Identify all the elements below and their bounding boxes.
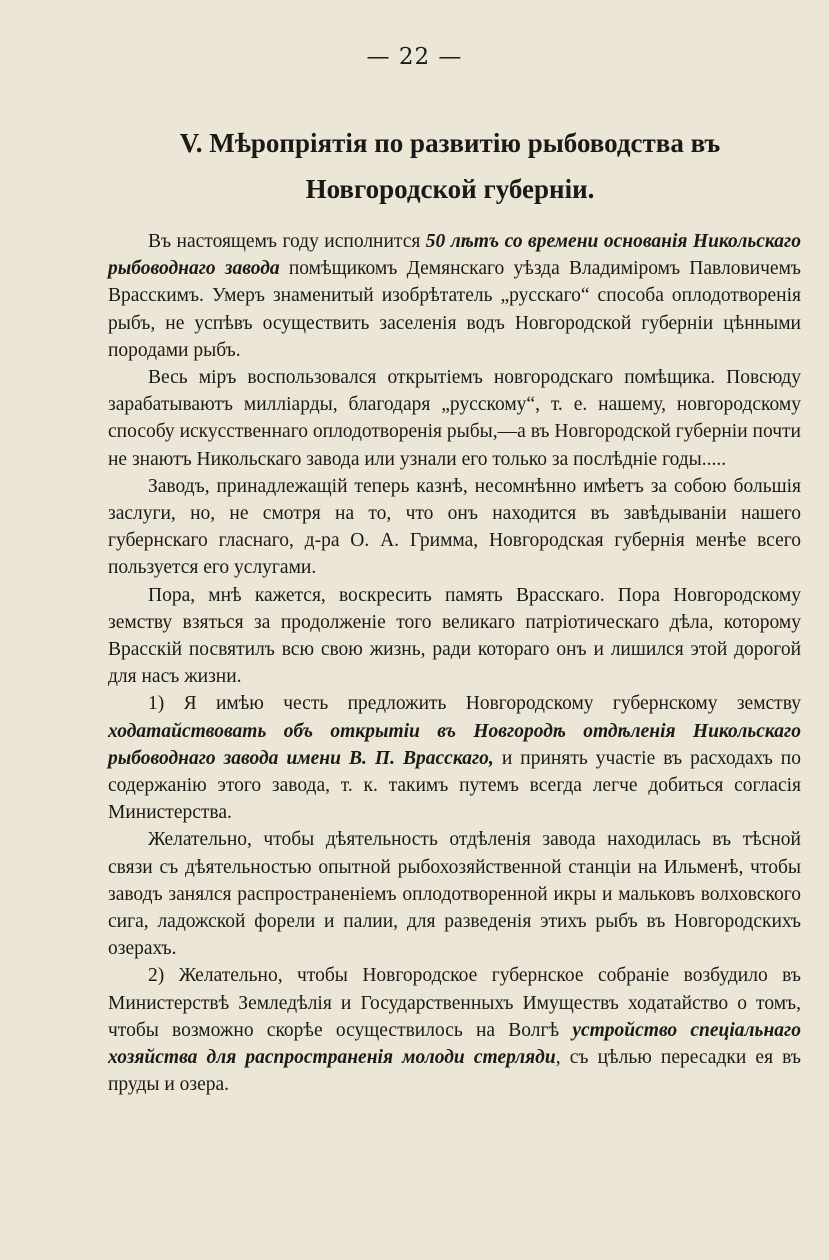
paragraph — [108, 690, 801, 826]
paragraph — [108, 826, 801, 962]
body-text — [108, 228, 801, 1099]
text-run: Заводъ, принадлежащій теперь казнѣ, несомнѣнно имѣетъ за собою большія заслуги, но, не смотря на то, что онъ находится въ завѣдываніи нашего губернскаго гласнаго, д-ра О. А. Гримма, Новгородская губернія менѣе всего пользуется его услугами. — [108, 475, 801, 579]
paragraph — [108, 473, 801, 582]
text-run: Въ настоящемъ году исполнится — [148, 231, 426, 252]
section-number: V. — [179, 128, 203, 158]
paragraph — [108, 582, 801, 691]
text-run: Желательно, чтобы дѣятельность отдѣленія завода находилась въ тѣсной связи съ дѣятельностью опытной рыбохозяйственной станціи на Ильменѣ, чтобы заводъ занялся распространеніемъ оплодотворенной икры и мальковъ волховского сига, ладожской форели и палии, для разведенія этихъ рыбъ въ Новгородскихъ озерахъ. — [108, 829, 801, 960]
section-title: Мѣропріятія по развитію рыбоводства въ Новгородской губерніи. — [209, 128, 721, 204]
text-run: помѣщикомъ Демянскаго уѣзда Владиміромъ Павловичемъ Врасскимъ. Умеръ знаменитый изобрѣтатель „русскаго“ способа оплодотворенія рыбъ, не успѣвъ осуществить заселенія водъ Новгородской губерніи цѣнными породами рыбъ. — [108, 258, 801, 361]
text-run: Пора, мнѣ кажется, воскресить память Врасскаго. Пора Новгородскому земству взяться за продолженіе того великаго патріотическаго дѣла, которому Врасскій посвятилъ всю свою жизнь, ради котораго онъ и лишился этой дорогой для насъ жизни. — [108, 584, 801, 688]
emphasized-text: 50 лѣтъ со времени основанія Никольскаго рыбоводнаго завода — [108, 231, 801, 280]
page-number: — 22 — — [366, 44, 463, 70]
emphasized-text: ходатайствовать объ открытіи въ Новгородѣ отдѣленія Никольскаго рыбоводнаго завода имени В. П. Врасскаго, — [108, 720, 801, 769]
text-run: Весь міръ воспользовался открытіемъ новгородскаго помѣщика. Повсюду зарабатываютъ милліарды, благодаря „русскому“, т. е. нашему, новгородскому способу искусственнаго оплодотворенія рыбы,—а въ Новгородской губерніи почти не знаютъ Никольскаго завода или узнали его только за послѣдніе годы..... — [108, 367, 801, 470]
section-heading — [100, 120, 800, 212]
emphasized-text: устройство спеціальнаго хозяйства для распространенія молоди стерляди — [108, 1019, 801, 1069]
text-run: 1) Я имѣю честь предложить Новгородскому губернскому земству — [148, 693, 801, 715]
paragraph — [108, 364, 801, 473]
text-run: и принять участіе въ расходахъ по содержанію этого завода, т. к. такимъ путемъ всегда легче добиться согласія Министерства. — [108, 747, 801, 824]
text-run: 2) Желательно, чтобы Новгородское губернское собраніе возбудило въ Министерствѣ Земледѣлія и Государственныхъ Имуществъ ходатайство о томъ, чтобы возможно скорѣе осуществилось на Волгѣ — [108, 965, 801, 1041]
paragraph — [108, 228, 801, 364]
text-run: , съ цѣлью пересадки ея въ пруды и озера. — [108, 1047, 801, 1096]
paragraph — [108, 962, 801, 1098]
